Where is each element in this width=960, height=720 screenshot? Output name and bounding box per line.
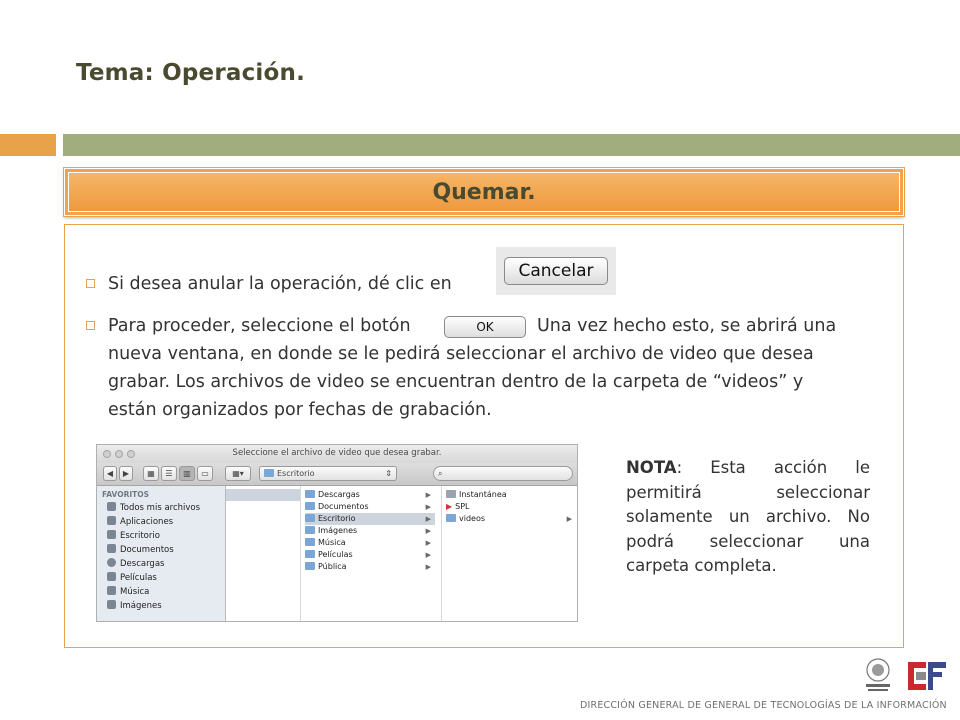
list-item[interactable] <box>226 489 300 501</box>
sidebar-item-pictures[interactable]: Imágenes <box>107 600 162 611</box>
sidebar-item-movies[interactable]: Películas <box>107 572 157 583</box>
folder-icon <box>305 562 315 570</box>
chevron-right-icon: ▶ <box>425 503 431 511</box>
location-label: Escritorio <box>277 469 315 478</box>
all-files-icon <box>107 502 116 511</box>
sidebar-item-applications[interactable]: Aplicaciones <box>107 516 173 527</box>
chevron-right-icon: ▶ <box>425 539 431 547</box>
note-text <box>626 456 870 579</box>
pictures-icon <box>107 600 116 609</box>
folder-icon <box>264 469 274 477</box>
cancel-instruction: Si desea anular la operación, dé clic en <box>108 274 452 294</box>
music-icon <box>107 586 116 595</box>
note-label: NOTA <box>626 458 677 477</box>
folder-icon <box>305 490 315 498</box>
chevron-right-icon: ▶ <box>425 527 431 535</box>
list-item[interactable]: Películas ▶ <box>305 549 435 561</box>
location-popup[interactable] <box>259 466 397 481</box>
cancel-button-screenshot <box>496 247 616 295</box>
downloads-icon <box>107 558 116 567</box>
sidebar-item-downloads[interactable]: Descargas <box>107 558 164 569</box>
dialog-titlebar <box>97 445 577 463</box>
section-banner-title: Quemar. <box>432 180 536 205</box>
poder-judicial-seal-icon <box>858 656 898 696</box>
list-item[interactable]: Música ▶ <box>305 537 435 549</box>
coverflow-view-button[interactable]: ▭ <box>197 466 213 481</box>
accent-bar-orange <box>0 134 56 156</box>
chevron-updown-icon: ⇕ <box>385 469 392 478</box>
cancel-button[interactable]: Cancelar <box>504 257 608 285</box>
square-bullet-icon <box>86 321 95 330</box>
proceed-instruction-line1b: Una vez hecho esto, se abrirá una <box>537 316 837 336</box>
folder-icon <box>446 490 456 498</box>
documents-icon <box>107 544 116 553</box>
ok-button[interactable]: OK <box>444 316 526 338</box>
chevron-right-icon: ▶ <box>425 563 431 571</box>
desktop-icon <box>107 530 116 539</box>
folder-icon <box>305 550 315 558</box>
folder-icon <box>305 502 315 510</box>
forward-button[interactable]: ▶ <box>119 466 133 481</box>
proceed-instruction-line3: grabar. Los archivos de video se encuentran dentro de la carpeta de “videos” y <box>108 372 804 392</box>
list-item[interactable]: Escritorio ▶ <box>305 513 435 525</box>
sidebar-item-music[interactable]: Música <box>107 586 149 597</box>
proceed-instruction-line1a: Para proceder, seleccione el botón <box>108 316 411 336</box>
chevron-right-icon: ▶ <box>425 515 431 523</box>
list-item[interactable]: ▶ SPL <box>446 502 470 511</box>
dialog-column-1 <box>301 486 442 622</box>
page-title: Tema: Operación. <box>76 60 306 86</box>
dialog-toolbar <box>97 463 577 486</box>
dialog-title: Seleccione el archivo de video que desea grabar. <box>232 448 442 458</box>
spl-app-icon: ▶ <box>446 502 453 511</box>
chevron-right-icon: ▶ <box>566 515 572 523</box>
arrange-button[interactable]: ▦▾ <box>225 466 251 481</box>
movies-icon <box>107 572 116 581</box>
file-dialog-screenshot <box>96 444 578 622</box>
back-button[interactable]: ◀ <box>103 466 117 481</box>
chevron-right-icon: ▶ <box>425 551 431 559</box>
list-item[interactable]: Imágenes ▶ <box>305 525 435 537</box>
chevron-right-icon: ▶ <box>425 491 431 499</box>
search-field[interactable] <box>433 466 573 481</box>
dialog-sidebar <box>97 486 226 622</box>
square-bullet-icon <box>86 279 95 288</box>
proceed-instruction-line4: están organizados por fechas de grabación. <box>108 400 492 420</box>
cjf-logo-icon <box>904 656 950 696</box>
ok-button-screenshot <box>442 312 530 344</box>
sidebar-item-desktop[interactable]: Escritorio <box>107 530 160 541</box>
accent-bar-green <box>63 134 960 156</box>
list-item[interactable]: Documentos ▶ <box>305 501 435 513</box>
sidebar-item-documents[interactable]: Documentos <box>107 544 174 555</box>
sidebar-item-all-files[interactable]: Todos mis archivos <box>107 502 200 513</box>
folder-icon <box>305 514 315 522</box>
list-item[interactable]: Pública ▶ <box>305 561 435 573</box>
footer-text: DIRECCIÓN GENERAL DE GENERAL DE TECNOLOGÍAS DE LA INFORMACIÓN <box>580 700 947 711</box>
section-banner <box>64 168 904 216</box>
list-item[interactable]: videos ▶ <box>446 513 576 525</box>
proceed-instruction-line2: nueva ventana, en donde se le pedirá seleccionar el archivo de video que desea <box>108 344 814 364</box>
list-item[interactable]: Descargas ▶ <box>305 489 435 501</box>
list-item[interactable]: Instantánea <box>446 489 576 501</box>
list-view-button[interactable]: ☰ <box>161 466 177 481</box>
sidebar-heading: FAVORITOS <box>102 490 150 499</box>
folder-icon <box>305 538 315 546</box>
dialog-column-2 <box>442 486 577 622</box>
dialog-column-0 <box>226 486 301 622</box>
search-icon: ⌕ <box>438 469 443 478</box>
folder-icon <box>446 514 456 522</box>
column-view-button[interactable]: ▥ <box>179 466 195 481</box>
folder-icon <box>305 526 315 534</box>
note-body: : Esta acción le permitirá seleccionar solamente un archivo. No podrá seleccionar una carpeta completa. <box>626 458 870 575</box>
applications-icon <box>107 516 116 525</box>
icon-view-button[interactable]: ▦ <box>143 466 159 481</box>
